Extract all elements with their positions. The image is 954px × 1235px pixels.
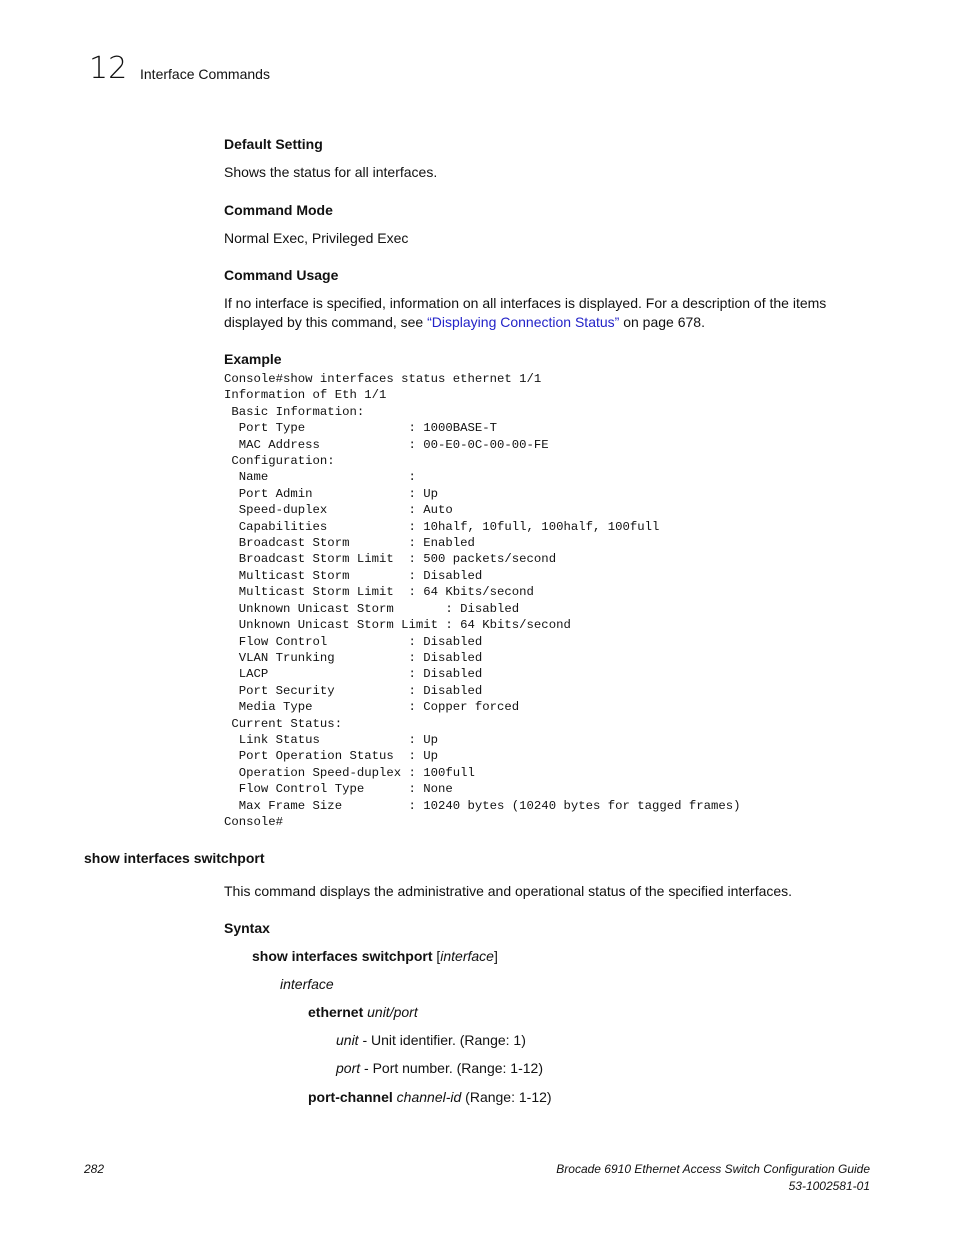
- default-setting-text: Shows the status for all interfaces.: [224, 164, 438, 180]
- syntax-heading: Syntax: [224, 920, 270, 936]
- syntax-command: show interfaces switchport: [252, 948, 433, 964]
- unit-desc-text: - Unit identifier. (Range: 1): [358, 1032, 526, 1048]
- port-name: port: [336, 1060, 361, 1076]
- command-mode-text: Normal Exec, Privileged Exec: [224, 230, 409, 246]
- syntax-open-bracket: [: [432, 948, 441, 964]
- port-channel-keyword: port-channel: [308, 1089, 393, 1105]
- ethernet-argument: unit/port: [367, 1004, 418, 1020]
- ethernet-option: [308, 1003, 418, 1022]
- example-code-block: Console#show interfaces status ethernet 1/1 Information of Eth 1/1 Basic Information: Port Type : 1000BASE-T MAC Address : 00-E0-0C-00-00-FE Configuration: Name : Port Admin : Up Speed-duplex : Auto Capabilities : 10half, 10full, 100half, 100full Broadcast Storm : Enabled Broadcast Storm Limit : 500 packets/second Multicast Storm : Disabled Multicast Storm Limit : 64 Kbits/second Unknown Unicast Storm : Disabled Unknown Unicast Storm Limit : 64 Kbits/second Flow Control : Disabled VLAN Trunking : Disabled LACP : Disabled Port Security : Disabled Media Type : Copper forced Current Status: Link Status : Up Port Operation Status : Up Operation Speed-duplex : 100full Flow Control Type : None Max Frame Size : 10240 bytes (10240 bytes for tagged frames) Console#: [224, 372, 741, 829]
- displaying-connection-status-link[interactable]: “Displaying Connection Status”: [427, 314, 620, 330]
- syntax-param: interface: [440, 948, 494, 964]
- default-setting-heading: Default Setting: [224, 136, 323, 152]
- chapter-number: 12: [89, 51, 128, 86]
- command-mode-heading: Command Mode: [224, 202, 333, 218]
- command-usage-heading: Command Usage: [224, 267, 339, 283]
- syntax-line: [252, 947, 498, 966]
- command-usage-text-after: on page 678.: [619, 314, 705, 330]
- switchport-description: This command displays the administrative and operational status of the specified interfaces.: [224, 883, 793, 899]
- port-description: [336, 1059, 543, 1078]
- book-title: Brocade 6910 Ethernet Access Switch Configuration Guide: [556, 1162, 870, 1176]
- unit-description: [336, 1031, 526, 1050]
- chapter-title: Interface Commands: [140, 66, 270, 82]
- port-desc-text: - Port number. (Range: 1-12): [360, 1060, 543, 1076]
- switchport-section-title: show interfaces switchport: [84, 850, 265, 866]
- ethernet-keyword: ethernet: [308, 1004, 364, 1020]
- command-usage-text-before: If no interface is specified, information on all interfaces is displayed. For a description of the items displayed by this command, see: [224, 295, 827, 330]
- port-channel-argument: channel-id: [396, 1089, 462, 1105]
- page-number: 282: [84, 1162, 105, 1176]
- command-usage-text: [224, 294, 874, 332]
- syntax-close-bracket: ]: [493, 948, 498, 964]
- port-channel-range: (Range: 1-12): [461, 1089, 552, 1105]
- port-channel-option: [308, 1088, 552, 1107]
- example-heading: Example: [224, 351, 282, 367]
- doc-number: 53-1002581-01: [788, 1179, 870, 1193]
- unit-name: unit: [336, 1032, 359, 1048]
- param-interface: interface: [280, 976, 334, 992]
